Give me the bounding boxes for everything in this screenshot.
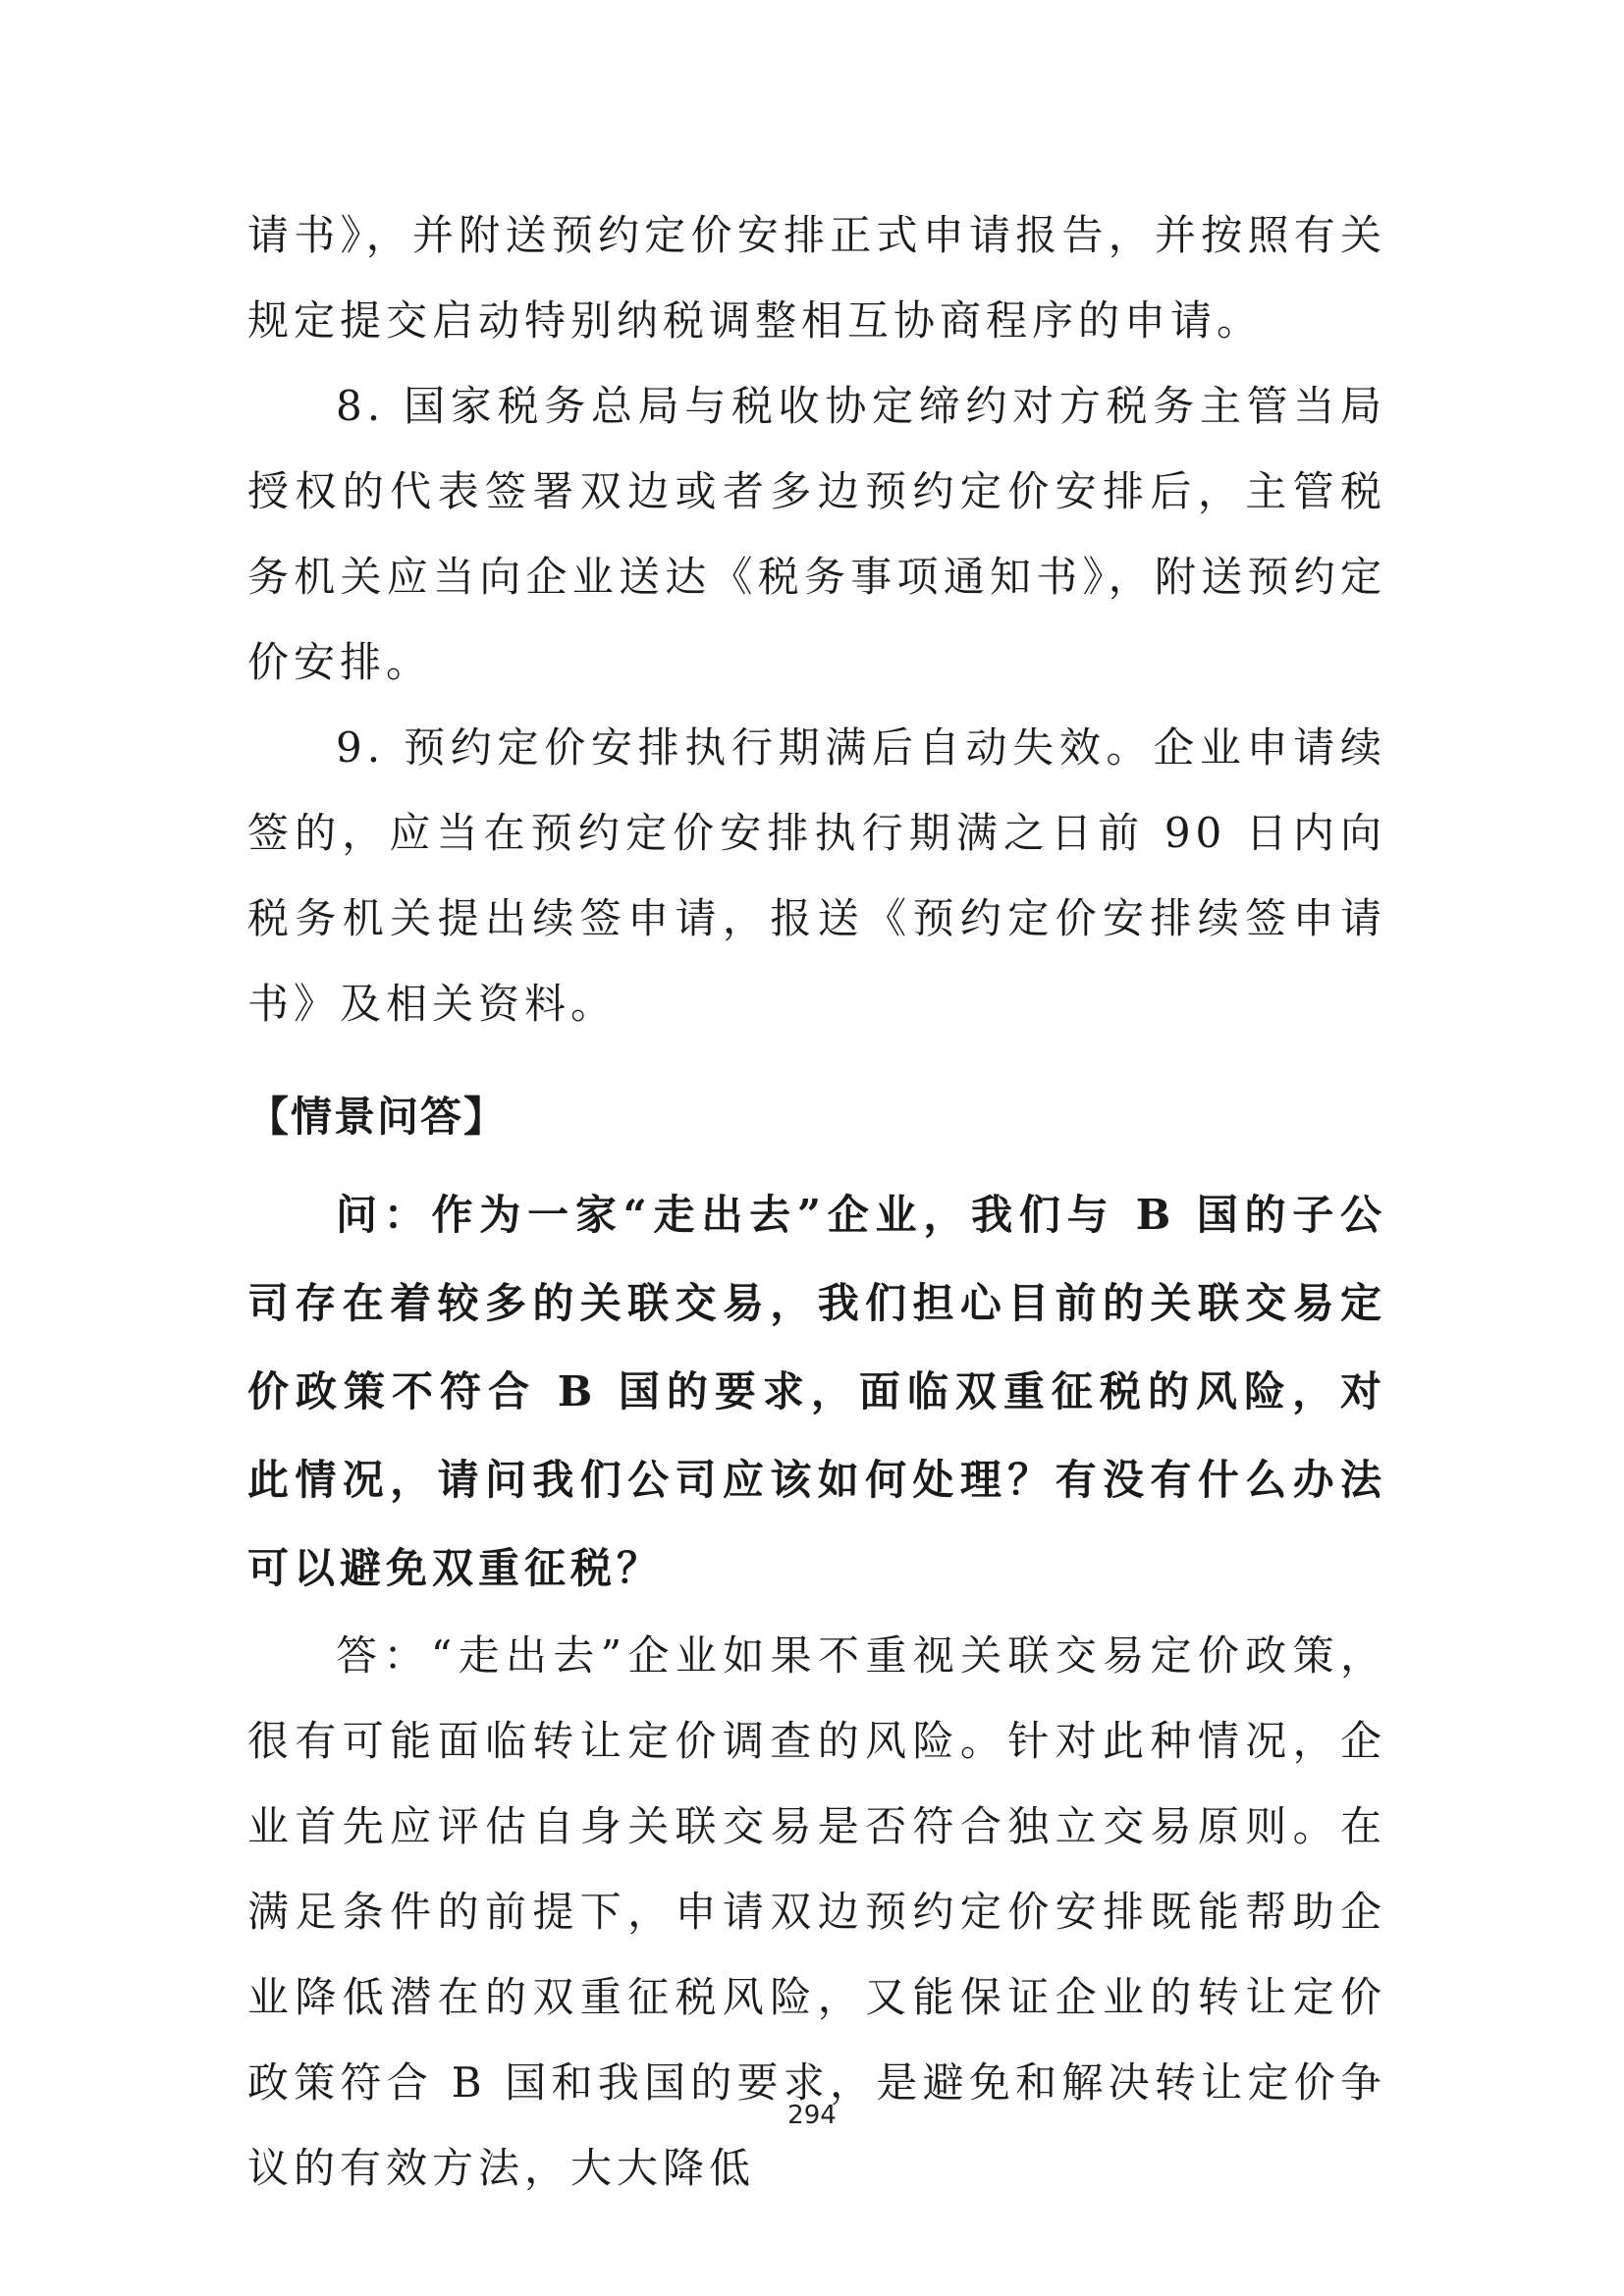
question-paragraph: 问：作为一家“走出去”企业，我们与 B 国的子公司存在着较多的关联交易，我们担心目前的关联交易定价政策不符合 B 国的要求，面临双重征税的风险，对此情况，请问我们公司应该如何处理？有没有什么办法可以避免双重征税？ — [247, 1191, 1386, 1592]
section-heading: 【情景问答】 — [247, 1093, 508, 1141]
paragraph-item-8: 8. 国家税务总局与税收协定缔约对方税务主管当局授权的代表签署双边或者多边预约定价安排后，主管税务机关应当向企业送达《税务事项通知书》，附送预约定价安排。 — [247, 382, 1386, 686]
paragraph-item-9: 9. 预约定价安排执行期满后自动失效。企业申请续签的，应当在预约定价安排执行期满之日前 90 日内向税务机关提出续签申请，报送《预约定价安排续签申请书》及相关资料。 — [247, 723, 1386, 1028]
page-body — [247, 192, 1386, 2211]
paragraph-continuation: 请书》，并附送预约定价安排正式申请报告，并按照有关规定提交启动特别纳税调整相互协商程序的申请。 — [247, 211, 1386, 345]
answer-paragraph: 答：“走出去”企业如果不重视关联交易定价政策，很有可能面临转让定价调查的风险。针对此种情况，企业首先应评估自身关联交易是否符合独立交易原则。在满足条件的前提下，申请双边预约定价安排既能帮助企业降低潜在的双重征税风险，又能保证企业的转让定价政策符合 B 国和我国的要求，是避免和解决转让定价争议的有效方法，大大降低 — [247, 1631, 1386, 2192]
page-number: 294 — [787, 2101, 837, 2130]
